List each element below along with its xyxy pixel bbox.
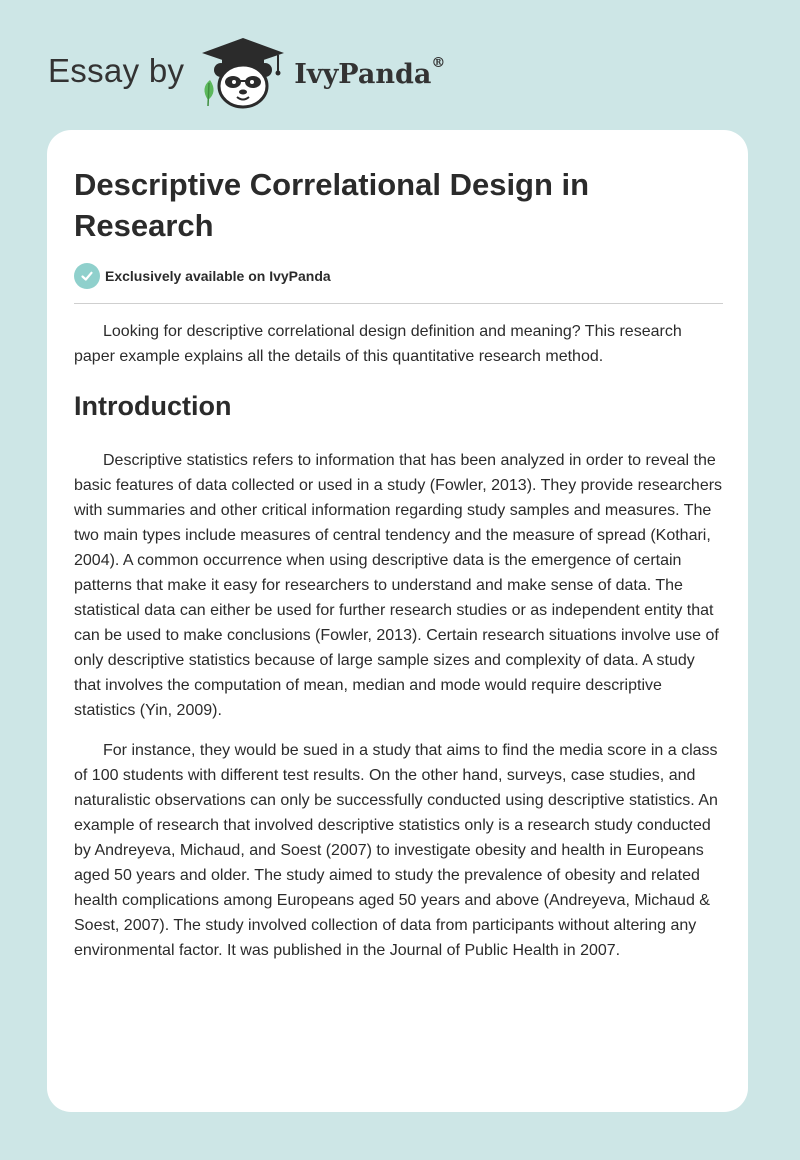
exclusive-badge-text: Exclusively available on IvyPanda (105, 268, 331, 284)
check-icon (74, 263, 100, 289)
exclusive-badge (74, 263, 331, 289)
essay-title: Descriptive Correlational Design in Research (74, 167, 590, 243)
brand-wordmark[interactable] (294, 54, 446, 90)
intro-paragraph: Looking for descriptive correlational design definition and meaning? This research paper example explains all the details of this quantitative research method. (74, 323, 682, 365)
site-header (48, 36, 445, 110)
divider (74, 303, 723, 304)
essay-by-label: Essay by (48, 52, 185, 89)
body-paragraph: For instance, they would be sued in a study that aims to find the media score in a class of 100 students with different test results. On the other hand, surveys, case studies, and naturalistic observations can only be successfully conducted using descriptive statistics. An example of research that involved descriptive statistics only is a research study conducted by Andreyeva, Michaud, and Soest (2007) to investigate obesity and health in Europeans aged 50 years and older. The study aimed to study the prevalence of obesity and related health complications among Europeans aged 50 years and above (Andreyeva, Michaud & Soest, 2007). The study involved collection of data from participants without altering any environmental factor. It was published in the Journal of Public Health in 2007. (74, 742, 718, 959)
section-heading-introduction: Introduction (74, 391, 232, 421)
body-paragraph: Descriptive statistics refers to information that has been analyzed in order to reveal the basic features of data collected or used in a study (Fowler, 2013). They provide researchers with summaries and other critical information regarding study samples and measures. The two main types include measures of central tendency and the measure of spread (Kothari, 2004). A common occurrence when using descriptive data is the emergence of certain patterns that make it easy for researchers to understand and make sense of data. The statistical data can either be used for further research studies or as independent entity that can be used to make conclusions (Fowler, 2013). Certain research situations involve use of only descriptive statistics because of large sample sizes and complexity of data. A study that involves the computation of mean, median and mode would require descriptive statistics (Yin, 2009). (74, 452, 723, 719)
panda-logo-icon[interactable] (196, 36, 290, 110)
brand-name-text: IvyPanda (294, 58, 432, 90)
registered-mark: ® (431, 54, 446, 71)
essay-card (47, 130, 748, 1112)
